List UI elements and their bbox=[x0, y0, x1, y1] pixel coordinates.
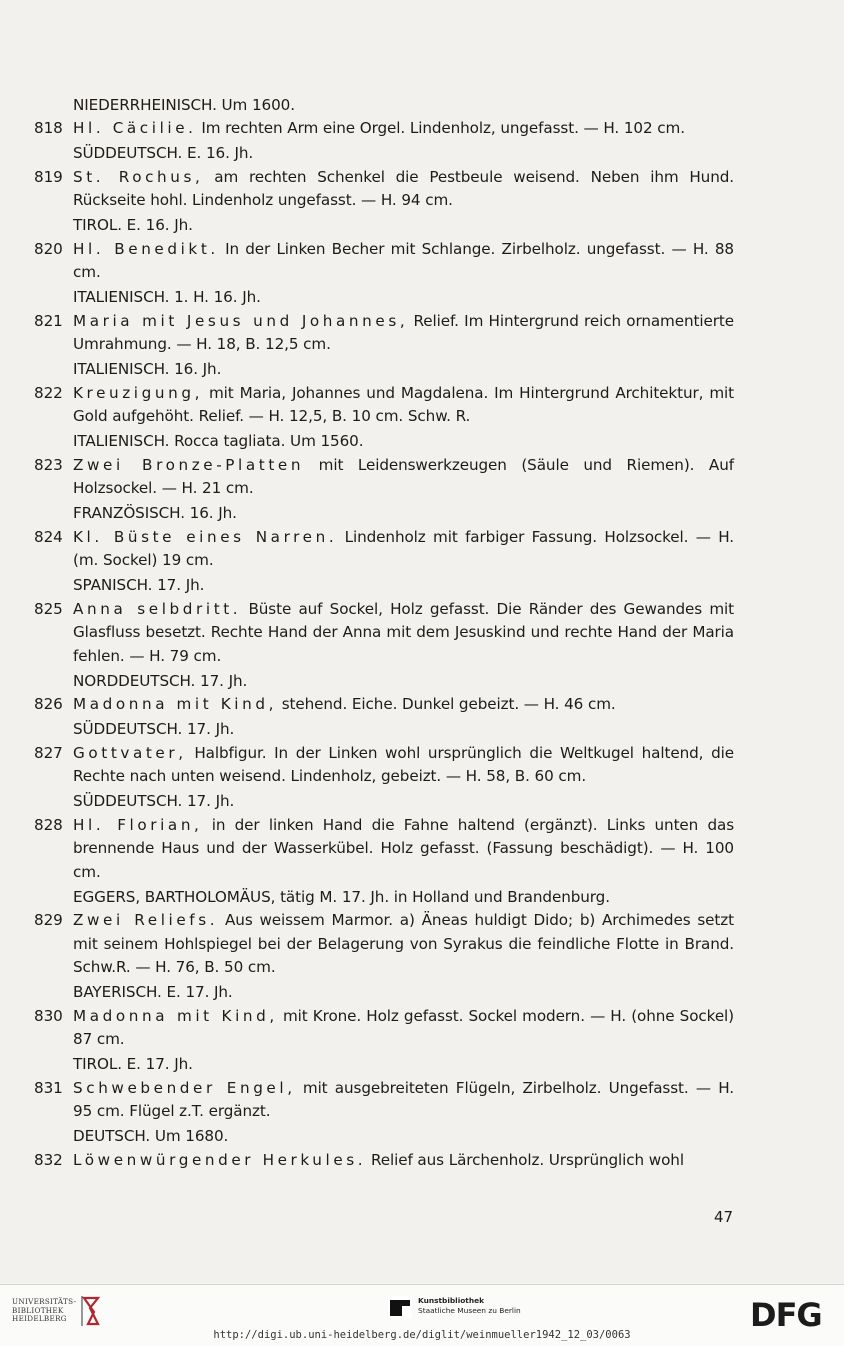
catalog-entry bbox=[34, 502, 734, 573]
catalog-entry bbox=[34, 430, 734, 501]
entry-description bbox=[34, 598, 734, 669]
entry-origin-header: NORDDEUTSCH. 17. Jh. bbox=[73, 671, 248, 690]
object-title: Hl. Cäcilie. bbox=[73, 119, 197, 137]
catalog-entry bbox=[34, 214, 734, 285]
lot-number: 818 bbox=[34, 119, 63, 137]
entry-description bbox=[34, 117, 734, 141]
catalog-entry bbox=[34, 981, 734, 1052]
entry-description bbox=[34, 238, 734, 285]
object-details: am rechten Schenkel die Pestbeule weisend. Neben ihm Hund. Rückseite hohl. Lindenholz ungefasst. — H. 94 cm. bbox=[73, 167, 734, 209]
object-title: Madonna mit Kind, bbox=[73, 1006, 278, 1025]
permalink-url[interactable]: http://digi.ub.uni-heidelberg.de/diglit/weinmueller1942_12_03/0063 bbox=[213, 1329, 631, 1341]
entry-origin-header: TIROL. E. 16. Jh. bbox=[73, 216, 193, 234]
object-title: Kreuzigung, bbox=[73, 383, 203, 402]
object-details: Relief. Im Hintergrund reich ornamentierte Umrahmung. — H. 18, B. 12,5 cm. bbox=[73, 311, 734, 353]
entry-origin-header: ITALIENISCH. 16. Jh. bbox=[73, 360, 222, 378]
object-details: Aus weissem Marmor. a) Äneas huldigt Dido; b) Archimedes setzt mit seinem Hohlspiegel bei der Belagerung von Syrakus die feindliche Flotte in Brand. Schw.R. — H. 76, B. 50 cm. bbox=[73, 911, 734, 976]
catalog-entry bbox=[34, 670, 734, 717]
entry-description bbox=[34, 166, 734, 213]
object-details: Halbfigur. In der Linken wohl ursprünglich die Weltkugel haltend, die Rechte nach unten weisend. Lindenholz, gebeizt. — H. 58, B. 60 cm. bbox=[73, 743, 734, 785]
object-title: Hl. Florian, bbox=[73, 815, 203, 834]
object-details: mit ausgebreiteten Flügeln, Zirbelholz. Ungefasst. — H. 95 cm. Flügel z.T. ergänzt. bbox=[73, 1078, 734, 1120]
entry-description bbox=[34, 814, 734, 885]
lot-number: 822 bbox=[34, 383, 63, 402]
catalog-entry bbox=[34, 790, 734, 884]
object-title: Anna selbdritt. bbox=[73, 599, 242, 618]
entry-description bbox=[34, 454, 734, 501]
kunstbibliothek-emblem-icon bbox=[388, 1296, 412, 1318]
university-emblem-icon bbox=[80, 1294, 104, 1328]
object-details: stehend. Eiche. Dunkel gebeizt. — H. 46 cm. bbox=[277, 695, 616, 713]
catalog-entry bbox=[34, 886, 734, 980]
dfg-logo[interactable]: DFG bbox=[750, 1296, 822, 1334]
catalog-entry bbox=[34, 358, 734, 429]
lot-number: 827 bbox=[34, 743, 63, 762]
entry-description bbox=[34, 1005, 734, 1052]
lot-number: 823 bbox=[34, 455, 63, 474]
lot-number: 830 bbox=[34, 1006, 63, 1025]
catalog-entry bbox=[34, 1125, 734, 1172]
lot-number: 829 bbox=[34, 911, 63, 929]
object-title: Zwei Bronze-Platten bbox=[73, 455, 305, 474]
kunstbibliothek-logo[interactable] bbox=[388, 1296, 521, 1322]
object-title: Maria mit Jesus und Johannes, bbox=[73, 311, 409, 330]
entry-origin-header: SPANISCH. 17. Jh. bbox=[73, 576, 205, 594]
entry-origin-header: TIROL. E. 17. Jh. bbox=[73, 1055, 193, 1073]
entry-description bbox=[34, 382, 734, 429]
object-details: mit Leidenswerkzeugen (Säule und Riemen). Auf Holzsockel. — H. 21 cm. bbox=[73, 455, 734, 497]
lot-number: 819 bbox=[34, 167, 63, 186]
object-title: Gottvater, bbox=[73, 743, 187, 762]
catalog-entry bbox=[34, 574, 734, 668]
object-details: In der Linken Becher mit Schlange. Zirbelholz. ungefasst. — H. 88 cm. bbox=[73, 239, 734, 281]
entry-origin-header: SÜDDEUTSCH. 17. Jh. bbox=[73, 720, 235, 738]
object-title: Hl. Benedikt. bbox=[73, 239, 219, 258]
lot-number: 832 bbox=[34, 1150, 63, 1169]
object-title: Zwei Reliefs. bbox=[73, 911, 219, 929]
entry-origin-header: ITALIENISCH. 1. H. 16. Jh. bbox=[73, 288, 261, 306]
kb-name: Kunstbibliothek bbox=[418, 1296, 485, 1305]
object-details: Relief aus Lärchenholz. Ursprünglich wohl bbox=[366, 1150, 684, 1169]
kb-subtitle: Staatliche Museen zu Berlin bbox=[418, 1306, 521, 1315]
entry-origin-header: DEUTSCH. Um 1680. bbox=[73, 1127, 229, 1145]
university-library-logo[interactable] bbox=[12, 1298, 112, 1324]
entry-description bbox=[34, 693, 734, 717]
lot-number: 826 bbox=[34, 695, 63, 713]
lot-number: 821 bbox=[34, 311, 63, 330]
entry-origin-header: SÜDDEUTSCH. E. 16. Jh. bbox=[73, 144, 254, 162]
lot-number: 828 bbox=[34, 815, 63, 834]
object-title: Kl. Büste eines Narren. bbox=[73, 527, 338, 546]
object-details: mit Maria, Johannes und Magdalena. Im Hintergrund Architektur, mit Gold aufgehöht. Relief. — H. 12,5, B. 10 cm. Schw. R. bbox=[73, 383, 734, 425]
entry-origin-header: EGGERS, BARTHOLOMÄUS, tätig M. 17. Jh. in Holland und Brandenburg. bbox=[73, 887, 610, 906]
object-details: Im rechten Arm eine Orgel. Lindenholz, ungefasst. — H. 102 cm. bbox=[196, 119, 685, 137]
catalog-entry bbox=[34, 142, 734, 213]
object-details: Lindenholz mit farbiger Fassung. Holzsockel. — H. (m. Sockel) 19 cm. bbox=[73, 527, 734, 569]
page-number: 47 bbox=[714, 1208, 734, 1226]
catalog-entry bbox=[34, 1053, 734, 1124]
object-title: Schwebender Engel, bbox=[73, 1078, 296, 1097]
entry-description bbox=[34, 742, 734, 789]
catalog-entry bbox=[34, 286, 734, 357]
entry-description bbox=[34, 310, 734, 357]
entry-origin-header: BAYERISCH. E. 17. Jh. bbox=[73, 983, 233, 1001]
object-title: Madonna mit Kind, bbox=[73, 695, 277, 713]
object-title: Löwenwürgender Herkules. bbox=[73, 1150, 367, 1169]
catalog-entries bbox=[34, 92, 734, 1172]
entry-description bbox=[34, 1149, 734, 1173]
catalog-entry bbox=[34, 718, 734, 789]
object-details: Büste auf Sockel, Holz gefasst. Die Ränder des Gewandes mit Glasfluss besetzt. Rechte Hand der Anna mit dem Jesuskind und rechte Hand der Maria fehlen. — H. 79 cm. bbox=[73, 599, 734, 665]
lot-number: 824 bbox=[34, 527, 63, 546]
object-details: in der linken Hand die Fahne haltend (ergänzt). Links unten das brennende Haus und der Wasserkübel. Holz gefasst. (Fassung beschädigt). — H. 100 cm. bbox=[73, 815, 735, 881]
entry-origin-header: FRANZÖSISCH. 16. Jh. bbox=[73, 504, 237, 522]
object-title: St. Rochus, bbox=[73, 167, 204, 186]
object-details: mit Krone. Holz gefasst. Sockel modern. — H. (ohne Sockel) 87 cm. bbox=[73, 1006, 735, 1048]
entry-origin-header: NIEDERRHEINISCH. Um 1600. bbox=[73, 95, 295, 114]
university-name: UNIVERSITÄTS- BIBLIOTHEK HEIDELBERG bbox=[12, 1297, 77, 1324]
entry-description bbox=[34, 909, 734, 980]
lot-number: 820 bbox=[34, 239, 63, 258]
catalog-entry bbox=[34, 94, 734, 141]
lot-number: 825 bbox=[34, 599, 63, 618]
lot-number: 831 bbox=[34, 1078, 63, 1097]
entry-origin-header: SÜDDEUTSCH. 17. Jh. bbox=[73, 792, 235, 810]
entry-description bbox=[34, 1077, 734, 1124]
entry-description bbox=[34, 526, 734, 573]
entry-origin-header: ITALIENISCH. Rocca tagliata. Um 1560. bbox=[73, 432, 364, 450]
